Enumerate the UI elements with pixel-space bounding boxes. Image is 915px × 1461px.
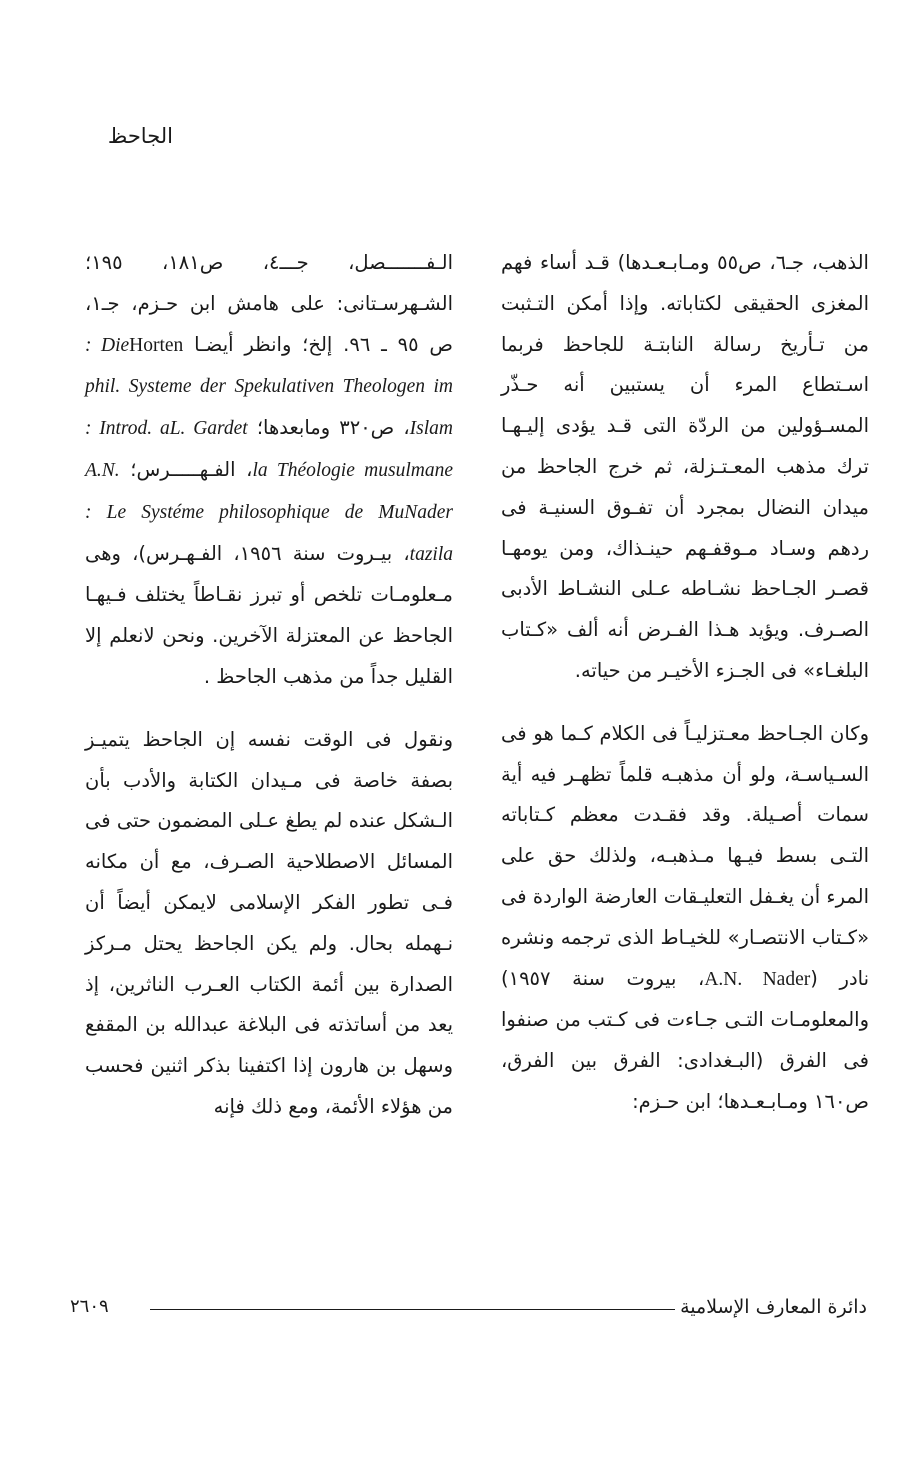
left-column-paragraph-1 — [85, 243, 453, 698]
right-column-paragraph-2 — [501, 714, 869, 1123]
left-column-paragraph-2: ونقول فى الوقت نفسه إن الجاحظ يتميـز بصفة خاصة فى مـيدان الكتابة والأدب بأن الـشكل عنده لم يطغ عـلى المضمون حتى فى المسائل الاصطلاحية الصـرف، مع أن مكانه فـى تطور الفكر الإسلامى لايمكن أيضاً أن نـهمله بحال. ولم يكن الجاحظ يحتل مـركز الصدارة بين أئمة الكتاب العـرب الناثرين، إذ يعد من أساتذته فى البلاغة عبدالله بن المقفع وسهل بن هارون إذا اكتفينا بذكر اثنين فحسب من هؤلاء الأئمة، ومع ذلك فإنه — [85, 727, 453, 1118]
nader-work-title: : Le Systéme philosophique de Mu tazila — [85, 501, 454, 565]
nader-author: A.N. Nader — [85, 459, 453, 523]
running-title: الجاحظ — [107, 124, 173, 148]
paragraph-2-text-b: ، بيروت سنة ١٩٥٧) والمعلومـات التـى جـاءت فى كـتب من صنفوا فى الفرق (البـغدادى: الفرق بين الفرق، ص١٦٠ ومـابـعـدها؛ ابن حـزم: — [501, 966, 869, 1113]
left-p1-text-b: ، ص٣٢٠ ومابعدها؛ — [256, 416, 410, 440]
left-p1-text-d: ، بيـروت سنة ١٩٥٦، الفـهـرس)، وهى مـعلومـات تلخص أو تبرز نقـاطاً يختلف فـيهـا الجاحظ عن المعتزلة الآخرين. ونحن لانعلم إلا القليل جداً من مذهب الجاحظ . — [85, 541, 453, 688]
page-number: ٢٦٠٩ — [70, 1296, 109, 1317]
encyclopedia-title: دائرة المعارف الإسلامية — [680, 1296, 867, 1318]
left-p1-text-c: ، الفـهـــــرس؛ — [130, 457, 253, 481]
left-column — [85, 243, 453, 1128]
right-column-paragraph-1: الذهب، جـ٦، ص٥٥ ومـابـعـدها) قـد أساء فهم المغزى الحقيقى لكتاباته. وإذا أمكن التـثبت من تـأريخ رسالة النابتـة للجاحظ فربما اسـتطاع المرء أن يستبين أنه حـذّر المسـؤولين من الردّة التى قـد يؤدى إليـهـا ترك مذهب المعـتـزلة، ثم خرج الجاحظ من ميدان النضال بمجرد أن تفـوق السنيـة فى ردهم وسـاد مـوقفـهم حينـذاك، ومن يومهـا قصـر الجـاحظ نشـاطه عـلى النشـاط الأدبى الصـرف. ويؤيد هـذا الفـرض أنه ألف «كـتاب البلغـاء» فى الجـزء الأخيـر من حياته. — [501, 251, 869, 682]
nader-latin-name: A.N. Nader — [704, 968, 811, 990]
horten-work-title: : Die phil. Systeme der Spekulativen Theologen im Islam — [85, 334, 453, 440]
right-column — [501, 243, 869, 1123]
paragraph-2-text-a: وكان الجـاحظ معـتزليـاً فى الكلام كـما هو فى السـياسـة، ولو أن مذهبـه قلماً تظهـر فيه أية سمات أصـيلة. وقد فقـدت معظم كـتاباته التـى بسط فيـها مـذهبـه، ولذلك حق على المرء أن يغـفل التعليـقات العارضة الواردة فى «كـتاب الانتصـار» للخيـاط الذى ترجمه ونشره نادر ( — [501, 721, 869, 990]
gardet-author: L. Gardet — [169, 418, 248, 440]
page-footer — [0, 1296, 915, 1326]
left-p1-text-a: الـفـــــــصل، جـــ٤، ص١٨١، ١٩٥؛ الشـهرسـتانى: على هامش ابن حـزم، جـ١، ص ٩٥ ـ ٩٦. إلخ؛ وانظر أيضـا — [85, 251, 453, 356]
footer-rule — [150, 1309, 675, 1310]
horten-author: Horten — [129, 334, 184, 356]
gardet-work-title: : Introd. a la Théologie musulmane — [85, 418, 453, 481]
